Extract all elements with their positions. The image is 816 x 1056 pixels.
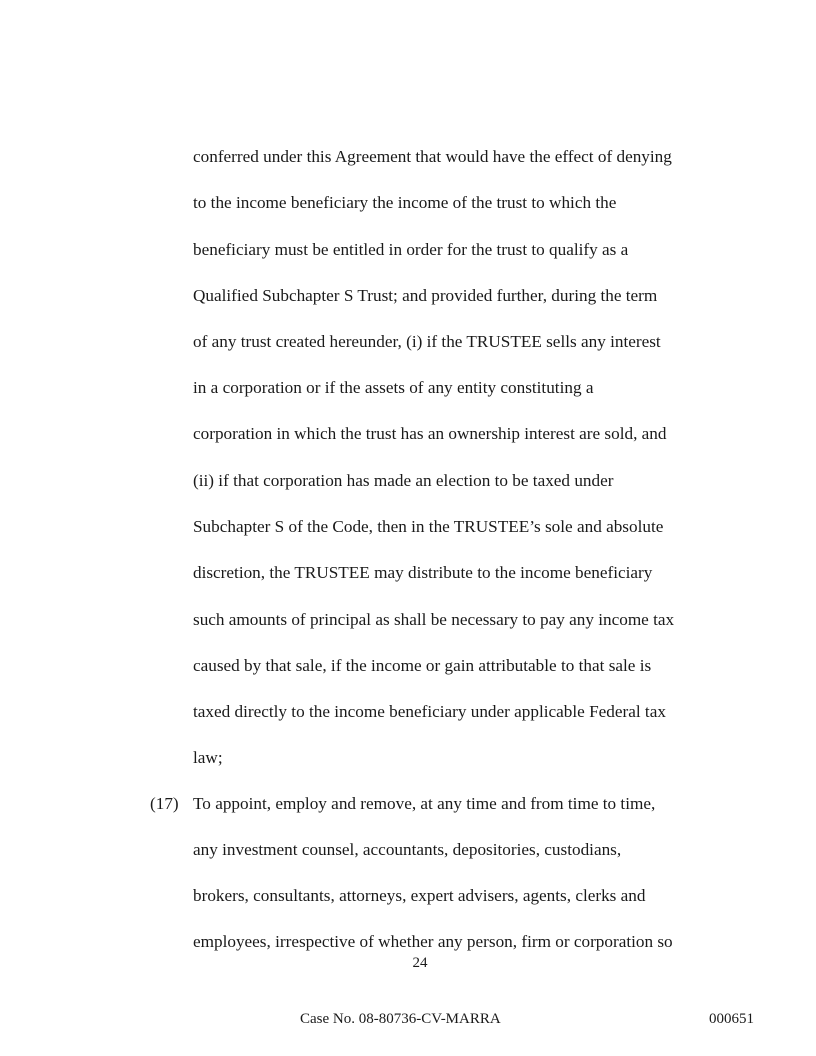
- body-line: conferred under this Agreement that would have the effect of denying: [193, 147, 672, 166]
- bates-number: 000651: [709, 1011, 754, 1027]
- case-number: Case No. 08-80736-CV-MARRA: [300, 1011, 501, 1027]
- page-number: 24: [412, 955, 428, 971]
- body-line: of any trust created hereunder, (i) if the TRUSTEE sells any interest: [193, 332, 661, 351]
- item-line: brokers, consultants, attorneys, expert advisers, agents, clerks and: [193, 886, 646, 905]
- item-number: (17): [150, 794, 179, 813]
- body-line: (ii) if that corporation has made an election to be taxed under: [193, 471, 614, 490]
- item-line: any investment counsel, accountants, depositories, custodians,: [193, 840, 622, 859]
- body-line: caused by that sale, if the income or gain attributable to that sale is: [193, 656, 652, 675]
- body-line: corporation in which the trust has an ownership interest are sold, and: [193, 424, 667, 443]
- body-line: taxed directly to the income beneficiary under applicable Federal tax: [193, 702, 666, 721]
- body-line: beneficiary must be entitled in order for the trust to qualify as a: [193, 240, 629, 259]
- body-line: Qualified Subchapter S Trust; and provided further, during the term: [193, 286, 658, 305]
- body-line: Subchapter S of the Code, then in the TRUSTEE’s sole and absolute: [193, 517, 664, 536]
- body-line: such amounts of principal as shall be necessary to pay any income tax: [193, 610, 675, 629]
- body-line: to the income beneficiary the income of the trust to which the: [193, 193, 617, 212]
- item-line: To appoint, employ and remove, at any time and from time to time,: [193, 794, 656, 813]
- item-line: employees, irrespective of whether any person, firm or corporation so: [193, 932, 673, 951]
- body-line: in a corporation or if the assets of any entity constituting a: [193, 378, 594, 397]
- body-line: law;: [193, 748, 223, 767]
- body-line: discretion, the TRUSTEE may distribute to the income beneficiary: [193, 563, 653, 582]
